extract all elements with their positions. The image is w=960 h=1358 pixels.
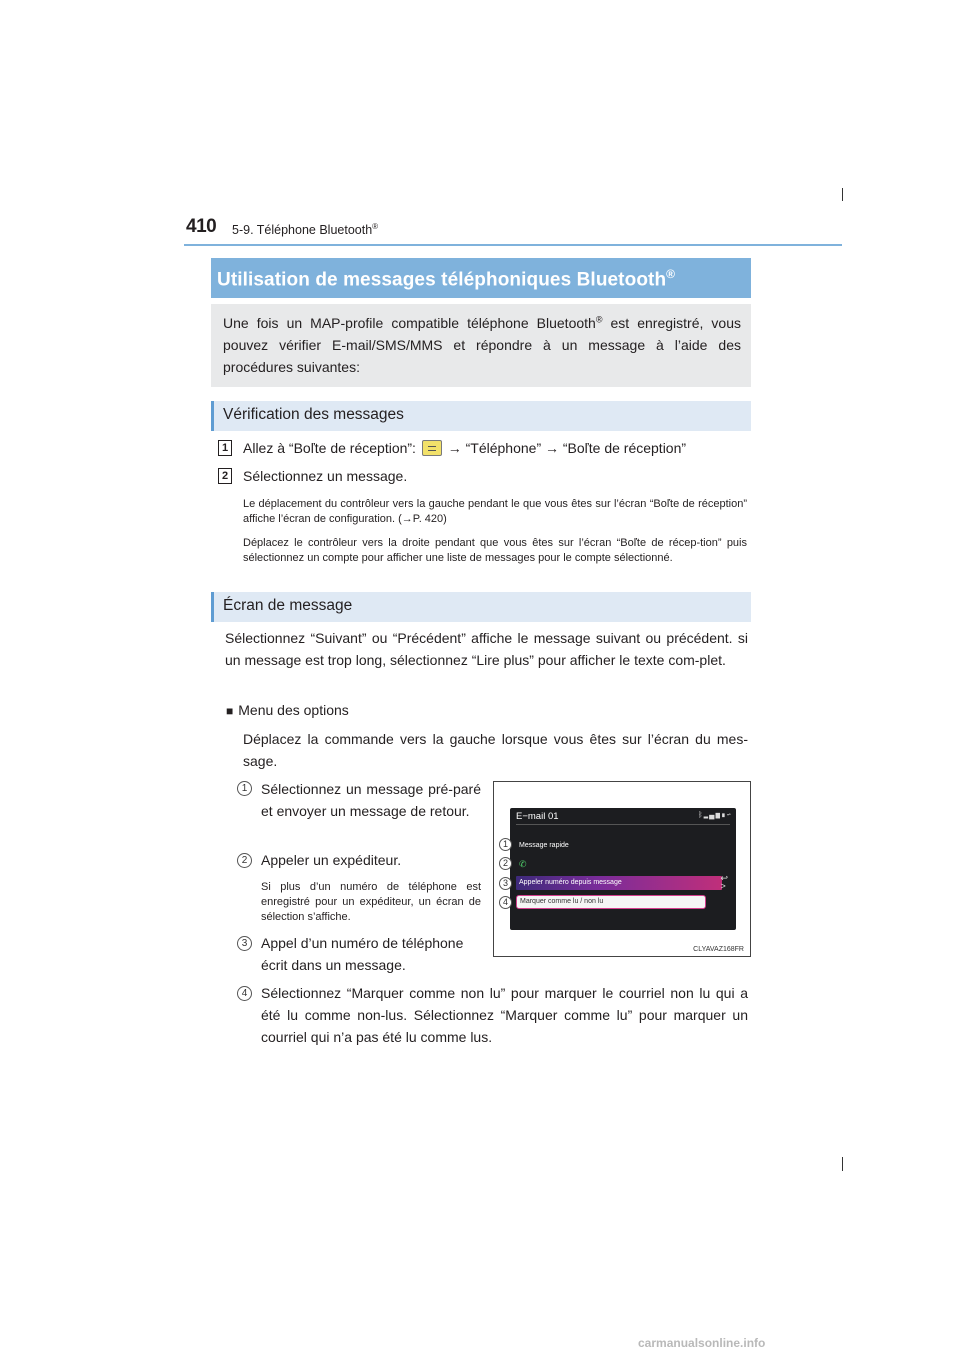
edge-mark-top [842,188,843,201]
item-number-1: 1 [237,781,252,796]
step-2-text: Sélectionnez un message. [243,468,408,484]
item-4-text: Sélectionnez “Marquer comme non lu” pour marquer le courriel non lu qui a été lu comme non-lus. Sélectionnez “Marquer comme lu” pour marquer un courriel qui n’a pas été lu comme lus. [261,985,748,1045]
quick-message-row[interactable]: Message rapide [519,842,569,849]
intro-box: Une fois un MAP-profile compatible téléphone Bluetooth® est enregistré, vous pouvez vérifier E-mail/SMS/MMS et répondre à un message à l’aide des procédures suivantes: [211,304,751,387]
callout-2: 2 [499,857,512,870]
call-number-row[interactable]: Appeler numéro depuis message [516,876,722,890]
mark-read-row[interactable]: Marquer comme lu / non lu [516,895,706,909]
signal-icon: ▂▄▆ [703,810,721,819]
menu-button-icon [422,440,442,456]
heading-verification: Vérification des messages [211,401,751,431]
phone-icon[interactable]: ✆ [519,859,527,869]
step-1-text: Allez à “Boľte de réception”: → “Téléphone” → “Boľte de réception” [243,440,687,456]
step-number-2: 2 [218,468,232,484]
screenshot-figure [493,781,751,957]
item-2-text: Appeler un expéditeur. [261,852,402,868]
options-intro: Déplacez la commande vers la gauche lorsque vous êtes sur l’écran du mes-sage. [243,731,748,769]
status-icons [698,810,732,819]
note-configuration: Le déplacement du contrôleur vers la gauche pendant le que vous êtes sur l’écran “Boľte de réception” affiche l’écran de configuration. (→P. 420) [243,498,747,525]
back-icon: ↩ [726,810,732,819]
heading-message-screen: Écran de message [211,592,751,622]
item-2-note: Si plus d’un numéro de téléphone est enregistré pour un expéditeur, un écran de sélection s’affiche. [261,881,481,923]
main-heading: Utilisation de messages téléphoniques Bluetooth® [211,258,751,298]
options-title: ■ Menu des options [226,702,349,718]
callout-1: 1 [499,838,512,851]
figure-code: CLYAVAZ168FR [693,946,744,953]
section-title: 5-9. Téléphone Bluetooth® [232,222,379,238]
note-account: Déplacez le contrôleur vers la droite pendant que vous êtes sur l’écran “Boľte de récep-tion” puis sélectionnez un compte pour afficher une liste de messages pour le compte sélectionné. [243,537,747,564]
scroll-indicator-icon: ↩ > [720,873,728,891]
battery-icon: ▮ [721,810,727,819]
item-number-3: 3 [237,936,252,951]
bluetooth-icon: ᛒ [698,810,704,819]
callout-4: 4 [499,896,512,909]
callout-3: 3 [499,877,512,890]
watermark: carmanualsonline.info [638,1336,766,1350]
edge-mark-bottom [842,1157,843,1171]
display-screen [510,808,736,930]
item-3-text: Appel d’un numéro de téléphone écrit dans un message. [261,935,464,973]
step-number-1: 1 [218,440,232,456]
square-bullet-icon: ■ [226,704,234,718]
item-1-text: Sélectionnez un message pré-paré et envoyer un message de retour. [261,781,481,819]
item-number-4: 4 [237,986,252,1001]
item-number-2: 2 [237,853,252,868]
screen-title: E−mail 01 [516,811,559,822]
message-screen-paragraph: Sélectionnez “Suivant” ou “Précédent” affiche le message suivant ou précédent. si un message est trop long, sélectionnez “Lire plus” pour afficher le texte com-plet. [225,630,748,668]
page-number: 410 [186,216,217,237]
header-rule [184,244,842,246]
screen-divider [516,824,730,825]
